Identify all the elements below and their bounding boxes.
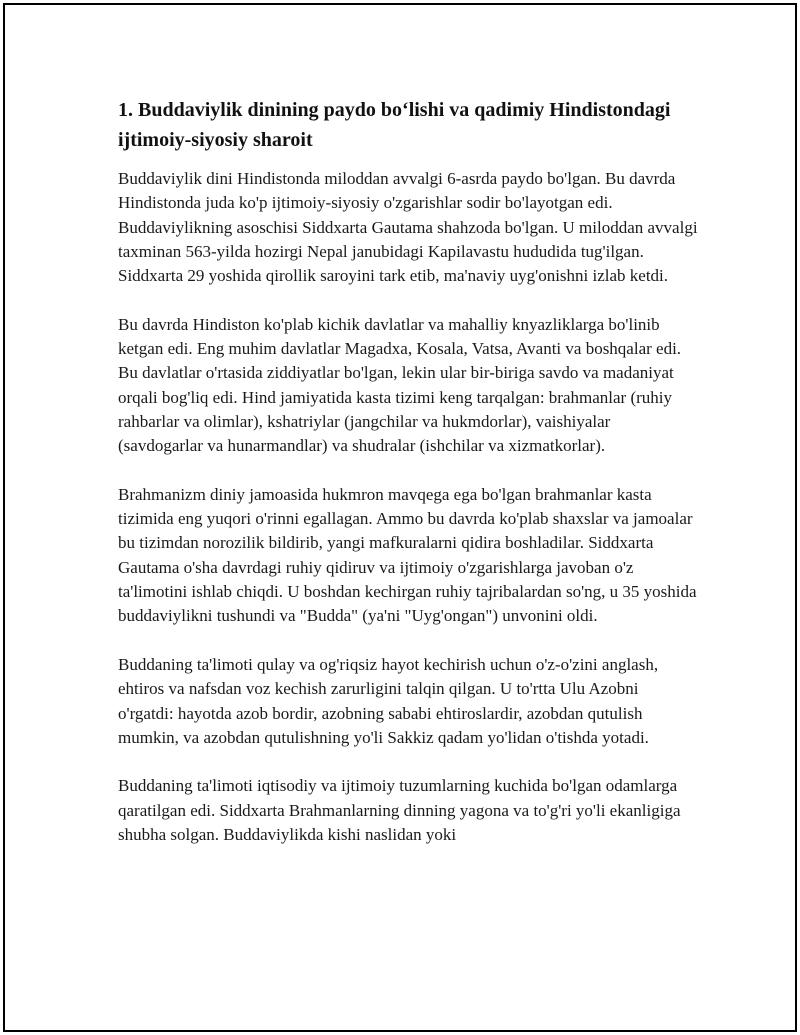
section-heading: 1. Buddaviylik dinining paydo bo‘lishi va qadimiy Hindistondagi ijtimoiy-siyosiy sharoit — [118, 99, 671, 151]
paragraph-4: Buddaning ta'limoti qulay va og'riqsiz hayot kechirish uchun o'z-o'zini anglash, ehtiros va nafsdan voz kechish zarurligini talqin qilgan. U to'rtta Ulu Azobni o'rgatdi: hayotda azob bordir, azobning sababi ehtiroslardir, azobdan qutulish mumkin, va azobdan qutulishning yo'li Sakkiz qadam yo'lidan o'tishda yotadi. — [118, 654, 659, 747]
document-body — [118, 95, 698, 872]
paragraph-2: Bu davrda Hindiston ko'plab kichik davlatlar va mahalliy knyazliklarga bo'linib ketgan edi. Eng muhim davlatlar Magadxa, Kosala, Vatsa, Avanti va boshqalar edi. Bu davlatlar o'rtasida ziddiyatlar bo'lgan, lekin ular bir-biriga savdo va madaniyat orqali bog'liq edi. Hind jamiyatida kasta tizimi keng tarqalgan: brahmanlar (ruhiy rahbarlar va olimlar), kshatriylar (jangchilar va hukmdorlar), vaishiyalar (savdogarlar va hunarmandlar) va shudralar (ishchilar va xizmatkorlar). — [118, 314, 682, 456]
paragraph-1: Buddaviylik dini Hindistonda miloddan avvalgi 6-asrda paydo bo'lgan. Bu davrda Hindistonda juda ko'p ijtimoiy-siyosiy o'zgarishlar sodir bo'layotgan edi. Buddaviylikning asoschisi Siddxarta Gautama shahzoda bo'lgan. U miloddan avvalgi taxminan 563-yilda hozirgi Nepal janubidagi Kapilavastu hududida tug'ilgan. Siddxarta 29 yoshida qirollik saroyini tark etib, ma'naviy uyg'onishni izlab ketdi. — [118, 169, 698, 286]
paragraph-5: Buddaning ta'limoti iqtisodiy va ijtimoiy tuzumlarning kuchida bo'lgan odamlarga qaratilgan edi. Siddxarta Brahmanlarning dinning yagona va to'g'ri yo'li ekanligiga shubha solgan. Buddaviylikda kishi naslidan yoki — [118, 776, 681, 845]
document-page — [3, 3, 797, 1032]
paragraph-3: Brahmanizm diniy jamoasida hukmron mavqega ega bo'lgan brahmanlar kasta tizimida eng yuqori o'rinni egallagan. Ammo bu davrda ko'plab shaxslar va jamoalar bu tizimdan norozilik bildirib, yangi mafkuralarni qidira boshladilar. Siddxarta Gautama o'sha davrdagi ruhiy qidiruv va ijtimoiy o'zgarishlarga javoban o'z ta'limotini ishlab chiqdi. U boshdan kechirgan ruhiy tajribalardan so'ng, u 35 yoshida buddaviylikni tushundi va "Budda" (ya'ni "Uyg'ongan") unvonini oldi. — [118, 484, 697, 626]
